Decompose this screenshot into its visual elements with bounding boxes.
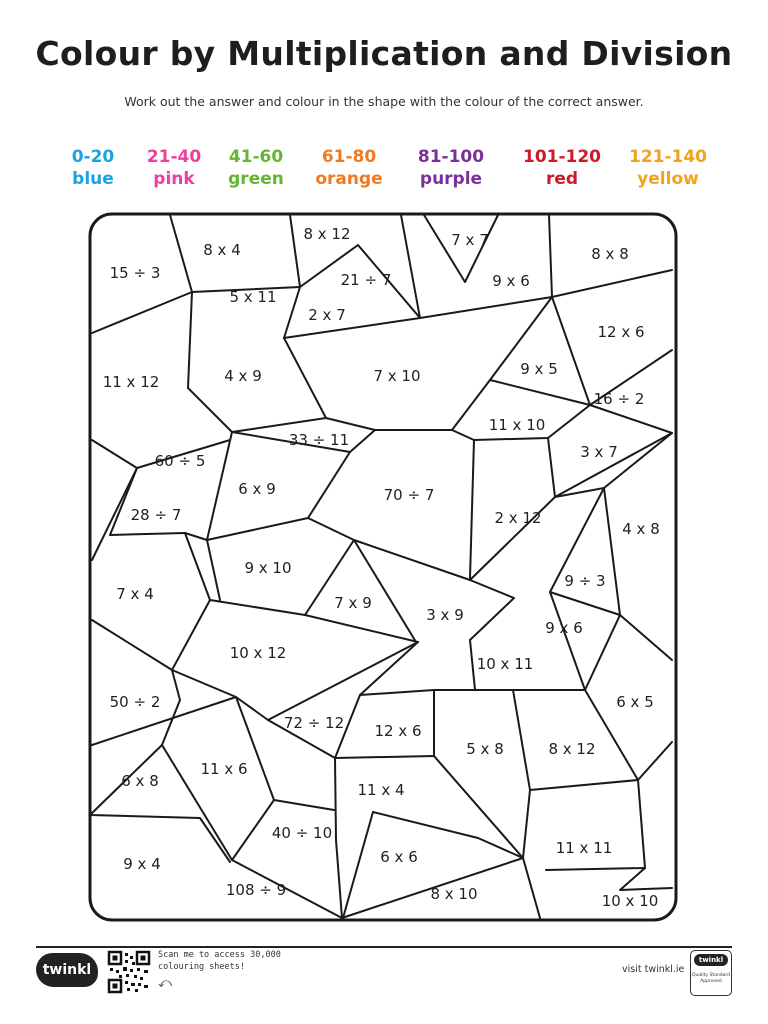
curved-arrow-icon: ⤺ <box>158 976 172 991</box>
key-colour-name: purple <box>419 169 483 189</box>
footer-divider <box>36 946 732 948</box>
question-label: 9 x 6 <box>492 272 530 290</box>
key-colour-name: pink <box>153 169 195 189</box>
question-label: 28 ÷ 7 <box>130 506 182 524</box>
key-range: 81-100 <box>417 147 485 167</box>
question-label: 4 x 8 <box>622 520 660 538</box>
question-label: 11 x 11 <box>555 839 613 857</box>
question-label: 3 x 7 <box>580 443 618 461</box>
question-label: 9 ÷ 3 <box>564 572 606 590</box>
question-label: 11 x 10 <box>488 416 546 434</box>
question-label: 16 ÷ 2 <box>593 390 645 408</box>
question-label: 50 ÷ 2 <box>109 693 161 711</box>
question-label: 9 x 10 <box>244 559 292 577</box>
question-label: 6 x 6 <box>380 848 418 866</box>
question-label: 6 x 9 <box>238 480 276 498</box>
twinkl-logo: twinkl <box>36 953 98 987</box>
instructions: Work out the answer and colour in the shape with the colour of the correct answer. <box>124 94 644 109</box>
key-range: 121-140 <box>628 147 708 167</box>
question-label: 40 ÷ 10 <box>271 824 333 842</box>
question-label: 15 ÷ 3 <box>109 264 161 282</box>
key-range: 21-40 <box>146 147 202 167</box>
question-label: 11 x 6 <box>200 760 248 778</box>
question-label: 8 x 10 <box>430 885 478 903</box>
question-label: 12 x 6 <box>374 722 422 740</box>
question-label: 108 ÷ 9 <box>225 881 287 899</box>
key-colour-name: green <box>228 169 284 189</box>
question-label: 33 ÷ 11 <box>288 431 350 449</box>
question-label: 10 x 12 <box>229 644 287 662</box>
question-label: 5 x 11 <box>229 288 277 306</box>
question-label: 7 x 7 <box>451 231 489 249</box>
key-colour-name: yellow <box>637 169 699 189</box>
page-title: Colour by Multiplication and Division <box>35 34 733 73</box>
question-label: 21 ÷ 7 <box>340 271 392 289</box>
key-range: 61-80 <box>321 147 377 167</box>
key-range: 101-120 <box>522 147 602 167</box>
question-label: 8 x 4 <box>203 241 241 259</box>
question-label: 11 x 12 <box>102 373 160 391</box>
question-label: 12 x 6 <box>597 323 645 341</box>
question-label: 9 x 4 <box>123 855 161 873</box>
question-label: 11 x 4 <box>357 781 405 799</box>
qr-code-icon <box>107 950 151 994</box>
key-colour-name: blue <box>72 169 114 189</box>
question-label: 2 x 7 <box>308 306 346 324</box>
question-label: 8 x 12 <box>303 225 351 243</box>
question-label: 7 x 10 <box>373 367 421 385</box>
key-colour-name: orange <box>315 169 383 189</box>
key-colour-name: red <box>545 169 579 189</box>
question-label: 4 x 9 <box>224 367 262 385</box>
question-label: 72 ÷ 12 <box>283 714 345 732</box>
badge-title: twinkl <box>694 954 728 966</box>
question-label: 70 ÷ 7 <box>383 486 435 504</box>
question-label: 60 ÷ 5 <box>154 452 206 470</box>
question-label: 2 x 12 <box>494 509 542 527</box>
question-label: 9 x 6 <box>545 619 583 637</box>
quality-badge <box>690 950 732 996</box>
key-range: 41-60 <box>228 147 284 167</box>
question-label: 9 x 5 <box>520 360 558 378</box>
badge-caption: Quality Standard Approved <box>692 973 730 984</box>
puzzle-lines <box>90 214 676 920</box>
question-label: 8 x 12 <box>548 740 596 758</box>
question-label: 5 x 8 <box>466 740 504 758</box>
scan-message: Scan me to access 30,000 colouring sheets! <box>158 950 281 972</box>
question-label: 7 x 9 <box>334 594 372 612</box>
question-label: 7 x 4 <box>116 585 154 603</box>
question-label: 6 x 5 <box>616 693 654 711</box>
question-label: 3 x 9 <box>426 606 464 624</box>
questions <box>103 225 660 910</box>
question-label: 8 x 8 <box>591 245 629 263</box>
question-label: 6 x 8 <box>121 772 159 790</box>
website-link[interactable]: visit twinkl.ie <box>622 964 685 975</box>
question-label: 10 x 11 <box>476 655 534 673</box>
question-label: 10 x 10 <box>601 892 659 910</box>
key-range: 0-20 <box>71 147 115 167</box>
